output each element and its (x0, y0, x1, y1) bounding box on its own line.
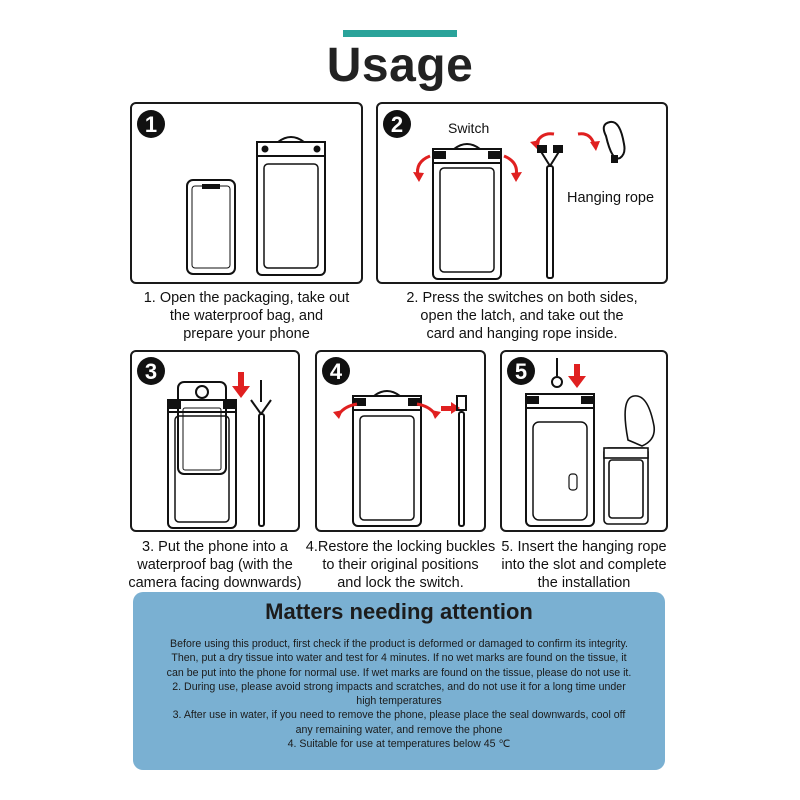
svg-text:5: 5 (514, 359, 528, 384)
step-5-illustration (502, 352, 668, 532)
step-3-illustration (132, 352, 300, 532)
card-icon (251, 380, 271, 526)
notice-line: high temperatures (356, 695, 442, 708)
step-1-illustration (132, 104, 363, 284)
svg-text:3: 3 (144, 359, 158, 384)
step-number-icon (322, 357, 350, 385)
title-accent-bar (343, 30, 457, 37)
step-1-caption: 1. Open the packaging, take out the waterproof bag, and prepare your phone (143, 290, 350, 342)
hanging-rope-label: Hanging rope (567, 190, 655, 206)
notice-line: 2. During use, please avoid strong impacts and scratches, and do not use it for a long time under (172, 680, 626, 693)
notice-line: Before using this product, first check if the product is deformed or damaged to confirm its integrity. (170, 638, 628, 650)
step-number-icon (137, 110, 165, 138)
down-arrow-icon (232, 372, 250, 398)
card-icon (538, 146, 562, 278)
hanging-rope-icon (552, 358, 562, 387)
notice-line: Then, put a dry tissue into water and test for 4 minutes. If no wet marks are found on the tissue, it (171, 652, 627, 665)
notice-line: 3. After use in water, if you need to remove the phone, please place the seal downwards, cool off (172, 709, 626, 722)
small-bag-icon (604, 396, 654, 524)
step-number-icon (137, 357, 165, 385)
step-2-illustration (378, 104, 668, 284)
notice-title: Matters needing attention (265, 599, 533, 624)
notice-line: can be put into the phone for normal use. If wet marks are found on the tissue, please do not use it. (166, 666, 632, 679)
svg-text:2: 2 (390, 112, 404, 137)
waterproof-bag-icon (433, 144, 501, 279)
notice-line: any remaining water, and remove the phone (295, 723, 503, 736)
notice-body (141, 637, 657, 751)
phone-icon (187, 180, 235, 274)
step-2-caption: 2. Press the switches on both sides, open the latch, and take out the card and hanging rope inside. (406, 290, 638, 342)
step-4-panel (315, 350, 486, 532)
step-number-icon (507, 357, 535, 385)
phone-icon (178, 382, 226, 474)
hanging-rope-icon (604, 122, 625, 162)
step-4-caption: 4.Restore the locking buckles to their original positions and lock the switch. (305, 539, 496, 591)
step-1-panel (130, 102, 363, 284)
notice-line: 4. Suitable for use at temperatures below 45 ℃ (287, 738, 511, 751)
svg-text:1: 1 (144, 112, 158, 137)
step-4-illustration (317, 352, 486, 532)
step-2-panel (376, 102, 668, 284)
waterproof-bag-icon (526, 394, 594, 526)
down-arrow-icon (568, 364, 586, 388)
svg-text:4: 4 (329, 359, 343, 384)
card-icon (457, 396, 466, 526)
step-3-panel (130, 350, 300, 532)
step-5-caption: 5. Insert the hanging rope into the slot and complete the installation (501, 539, 667, 591)
step-number-icon (383, 110, 411, 138)
switch-label: Switch (448, 120, 490, 136)
step-5-panel (500, 350, 668, 532)
step-3-caption: 3. Put the phone into a waterproof bag (with the camera facing downwards) (128, 539, 302, 591)
waterproof-bag-icon (353, 391, 421, 526)
page-title: Usage (326, 39, 474, 92)
attention-notice (133, 592, 665, 770)
waterproof-bag-icon (257, 137, 325, 275)
